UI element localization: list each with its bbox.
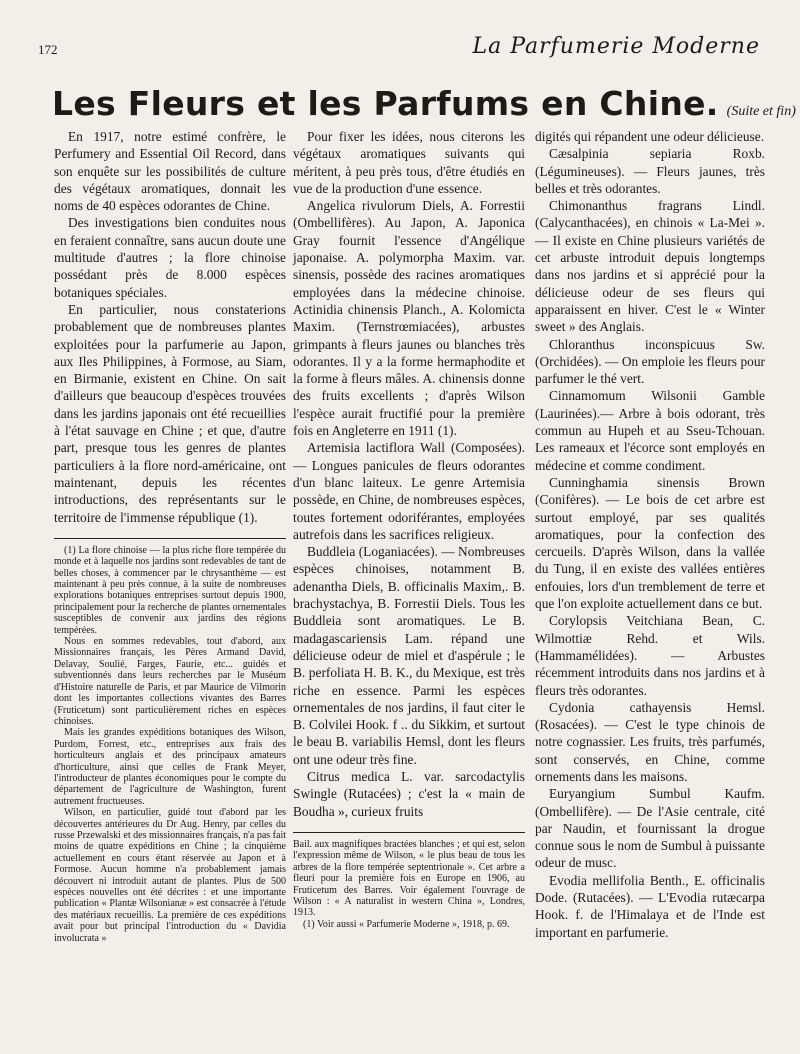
footnote-divider [54,538,286,539]
paragraph: Cinnamomum Wilsonii Gamble (Laurinées).— Arbre à bois odorant, très commun au Hupeh et au Sseu-Tchouan. Les rameaux et l'écorce sont employés en médecine et comme condiment. [535,388,765,473]
footnotes [54,545,286,944]
paragraph: Des investigations bien conduites nous en feraient connaître, sans aucun doute une multitude d'autres ; la flore chinoise possédant près de 8.000 espèces botaniques spéciales. [54,215,286,300]
footnote: (1) Voir aussi « Parfumerie Moderne », 1918, p. 69. [303,918,510,930]
paragraph: Chimonanthus fragrans Lindl. (Calycanthacées), en chinois « La-Mei ».— Il existe en Chine plusieurs variétés de cet arbuste introduit depuis longtemps dans nos jardins et si apprécié pour la délicieuse odeur de ses fleurs qui apparaissent en hiver. C'est le « Winter sweet » des Anglais. [535,198,765,335]
paragraph: Angelica rivulorum Diels, A. Forrestii (Ombellifères). Au Japon, A. Japonica Gray fournit l'essence d'Angélique japonaise. A. polymorpha Maxim. var. sinensis, possède des racines aromatiques employées dans la médecine chinoise. Actinidia chinensis Planch., A. Kolomicta Maxim. (Ternstrœmiacées), arbustes grimpants à fleurs jaunes ou blanches très odorantes. Il y a la forme hermaphodite et la forme à fleurs mâles. A. chinensis donne des fruits excellents ; d'après Wilson l'espèce aurait fructifié pour la première fois en Angleterre en 1911 (1). [293,198,525,439]
column-2 [293,128,525,930]
paragraph: Euryangium Sumbul Kaufm. (Ombellifère). — De l'Asie centrale, cité par Naudin, et fournissant la drogue connue sous le nom de Sumbul à puissante odeur de musc. [535,786,765,871]
footnote-divider [293,832,525,833]
paragraph: Pour fixer les idées, nous citerons les végétaux aromatiques suivants qui méritent, à peu près tous, d'être étudiés en vue de la production d'une essence. [293,129,525,196]
paragraph: Chloranthus inconspicuus Sw. (Orchidées). — On emploie les fleurs pour parfumer le thé vert. [535,336,765,387]
footnote: Mais les grandes expéditions botaniques des Wilson, Purdom, Forrest, etc., entreprises aux frais des horticulteurs anglais et des principaux amateurs d'horticulture, ainsi que celles de Frank Meyer, l'introducteur de plantes économiques pour le compte du département de l'agriculture de Washington, furent autrement fructueuses. [54,727,286,807]
page-number: 172 [38,42,58,57]
footnote: (1) La flore chinoise — la plus riche flore tempérée du monde et à laquelle nos jardins sont redevables de tant de belles choses, à commencer par le chrysanthème — est maintenant à peu près connue, à la suite de nombreuses explorations botaniques entreprises surtout depuis 1900, principalement pour la recherche de plantes ornementales susceptibles de convenir aux jardins des régions tempérées. [54,544,286,636]
column-3 [535,128,765,941]
article-title-suffix: (Suite et fin) [726,104,796,119]
paragraph: En 1917, notre estimé confrère, le Perfumery and Essential Oil Record, dans son enquête sur les possibilités de culture des végétaux aromatiques, donnait les noms de 40 espèces odorantes de Chine. [54,129,286,214]
paragraph: Buddleia (Loganiacées). — Nombreuses espèces chinoises, notamment B. adenantha Diels, B. officinalis Maxim,. B. brachystachya, B. Forrestii Diels. Tous les Buddleia sont aromatiques. Le B. madagascariensis Lam. répand une délicieuse odeur de miel et d'aspérule ; le B. perfoliata H. B. K., du Mexique, est très riche en essence. Parmi les espèces ornementales de nos jardins, il faut citer le B. Colvilei Hook. f .. du Sikkim, et surtout le beau B. variabilis Hemsl, dont les fleurs ont une odeur très fine. [293,544,525,767]
footnotes [293,839,525,930]
column-1 [54,128,286,944]
paragraph: En particulier, nous constaterions probablement que de nombreuses plantes exploitées pour la parfumerie au Japon, aux Iles Philippines, à Formose, au Siam, en Birmanie, existent en Chine. On sait d'ailleurs que beaucoup d'espèces trouvées dans les jardins japonais ont été recueillies à l'état sauvage en Chine ; et que, d'autre part, presque tous les genres de plantes particuliers à la flore nord-américaine, ont maintenant, depuis les récentes introductions, des représentants sur le territoire de l'immense république (1). [54,301,286,525]
paragraph: Cæsalpinia sepiaria Roxb. (Légumineuses). — Fleurs jaunes, très belles et très odorantes. [535,146,765,196]
footnote: Wilson, en particulier, guidé tout d'abord par les découvertes antérieures du Dr Aug. Henry, par celles du russe Przewalski et des missionnaires français, n'a pas fait moins de quatre expéditions en Chine ; la cinquième actuellement en cours étant réservée au Japon et à Formose. Aucun homme n'a probablement jamais découvert ni introduit autant de plantes. Plus de 500 espèces nouvelles ont été décrites : et une importante publication « Plantæ Wilsonianæ » est consacrée à l'étude des matériaux recueillis. La première de ces expéditions avait pour but principal l'introduction du « Davidia involucrata » [54,807,287,944]
paragraph: Citrus medica L. var. sarcodactylis Swingle (Rutacées) ; c'est la « main de Boudha », curieux fruits [293,768,525,819]
footnote: Nous en sommes redevables, tout d'abord, aux Missionnaires français, les Pères Armand David, Delavay, Soulié, Farges, Faurie, etc... guidés et subventionnés dans leurs recherches par le Muséum d'Histoire naturelle de Paris, et par Maurice de Vilmorin dont les importantes collections vivantes des Barres (Fruticetum) sont particulièrement riches en espèces chinoises. [54,636,286,727]
running-title: La Parfumerie Moderne [472,34,760,59]
paragraph: digités qui répandent une odeur délicieuse. [535,129,765,144]
footnote: Bail. aux magnifiques bractées blanches ; et qui est, selon l'expression même de Wilson, « le plus beau de tous les arbres de la flore tempérée septentrionale ». Cet arbre a fleuri pour la première fois en Europe en 1906, au Fruticetum des Barres. Voir également l'ouvrage de Wilson : « A naturalist in western China », Londres, 1913. [293,838,525,919]
article-title: Les Fleurs et les Parfums en Chine. [52,84,719,123]
article-title-row [52,84,796,123]
paragraph: Evodia mellifolia Benth., E. officinalis Dode. (Rutacées). — L'Evodia rutæcarpa Hook. f. de l'Himalaya et de l'Inde est important en parfumerie. [535,872,765,940]
paragraph: Cydonia cathayensis Hemsl. (Rosacées). — C'est le type chinois de notre cognassier. Les fruits, très parfumés, sont conservés, en Chine, comme ornements dans les maisons. [535,699,765,784]
paragraph: Artemisia lactiflora Wall (Composées). — Longues panicules de fleurs odorantes d'un blanc laiteux. Le genre Artemisia possède, en Chine, de nombreuses espèces, toutes fortement odoriférantes, employées autrefois dans les sacrifices religieux. [293,440,525,542]
paragraph: Corylopsis Veitchiana Bean, C. Wilmottiæ Rehd. et Wils. (Hammamélidées). — Arbustes récemment introduits dans nos jardins et à fleurs très odorantes. [535,613,765,698]
paragraph: Cunninghamia sinensis Brown (Conifères). — Le bois de cet arbre est surtout employé, par ses qualités aromatiques, pour la confection des cercueils. D'après Wilson, dans la vallée du Tung, il en existe des vallées entières enfouies, lors d'un tremblement de terre et que l'on exploite actuellement dans ce but. [535,474,765,612]
